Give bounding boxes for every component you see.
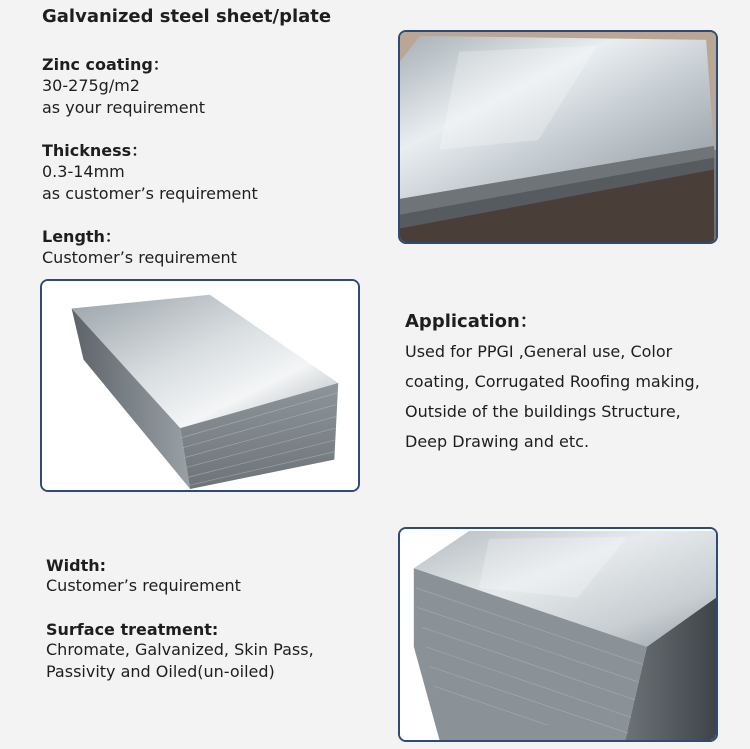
surface-treatment-label: Surface treatment: (46, 620, 219, 639)
steel-plates-photo-1 (398, 30, 718, 244)
surface-treatment-line-1: Chromate, Galvanized, Skin Pass, (46, 640, 314, 659)
surface-treatment-section (46, 620, 314, 683)
application-line-1: Used for PPGI ,General use, Color (405, 342, 673, 361)
thickness-label: Thickness： (42, 141, 148, 160)
width-value: Customer’s requirement (46, 576, 241, 595)
steel-plates-image-1 (400, 32, 716, 242)
steel-plates-image-2 (42, 281, 358, 490)
steel-plates-photo-2 (40, 279, 360, 492)
thickness-value: 0.3-14mm (42, 162, 125, 181)
application-line-3: Outside of the buildings Structure, (405, 402, 681, 421)
thickness-section (42, 138, 258, 205)
surface-treatment-line-2: Passivity and Oiled(un-oiled) (46, 662, 275, 681)
application-line-2: coating, Corrugated Roofing making, (405, 372, 700, 391)
length-value: Customer’s requirement (42, 248, 237, 267)
steel-plates-image-3 (400, 529, 716, 740)
width-label: Width: (46, 556, 107, 575)
zinc-coating-label: Zinc coating： (42, 55, 169, 74)
zinc-coating-section (42, 52, 205, 119)
application-section (405, 307, 700, 457)
application-label: Application： (405, 311, 538, 332)
application-line-4: Deep Drawing and etc. (405, 432, 590, 451)
zinc-coating-note: as your requirement (42, 98, 206, 117)
width-section (46, 556, 241, 597)
zinc-coating-value: 30-275g/m2 (42, 76, 140, 95)
thickness-note: as customer’s requirement (42, 184, 258, 203)
steel-plates-photo-3 (398, 527, 718, 742)
page-title: Galvanized steel sheet/plate (42, 6, 332, 27)
length-section (42, 224, 237, 269)
length-label: Length： (42, 227, 121, 246)
